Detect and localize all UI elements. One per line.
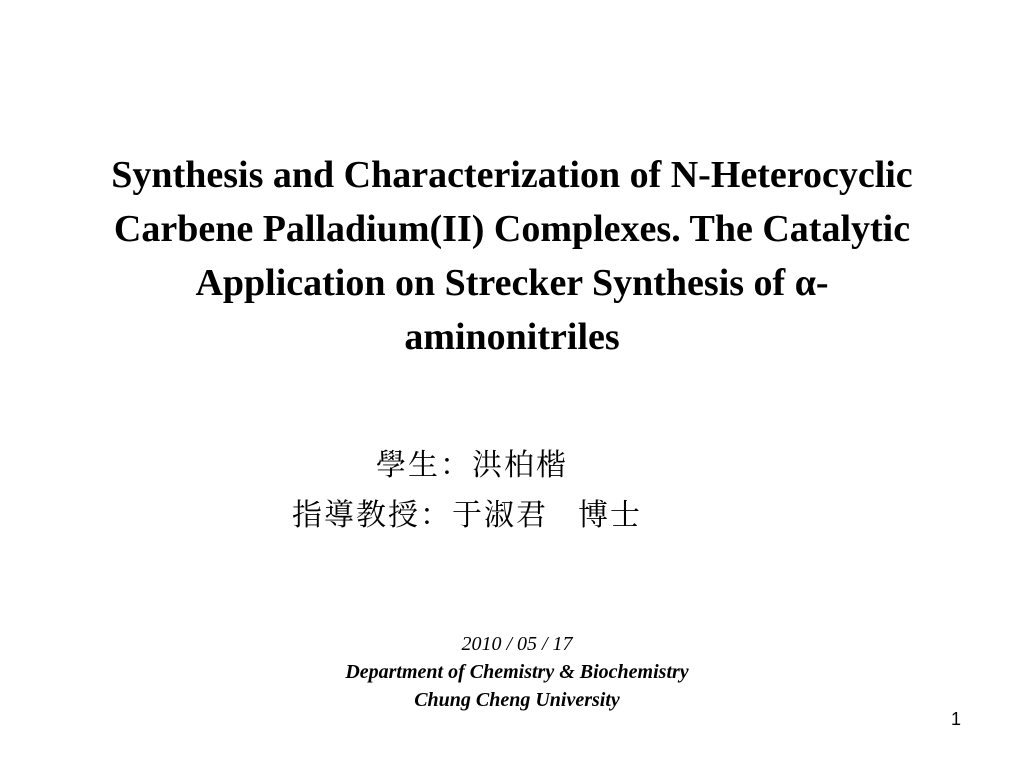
advisor-name: 于淑君 (452, 498, 548, 533)
title-line: Synthesis and Characterization of N-Heterocyclic (111, 154, 913, 196)
advisor-honorific: 博士 (578, 498, 642, 533)
student-label: 學生： (376, 448, 472, 483)
title-line: aminonitriles (404, 316, 620, 358)
student-line (376, 442, 568, 490)
footer-block (0, 630, 1024, 714)
advisor-line (292, 492, 642, 540)
presentation-date: 2010 / 05 / 17 (461, 633, 573, 655)
page-number: 1 (951, 709, 962, 729)
title-line: Carbene Palladium(II) Complexes. The Catalytic (113, 208, 911, 250)
advisor-label: 指導教授： (292, 498, 452, 533)
student-name: 洪柏楷 (472, 448, 568, 483)
title-line: Application on Strecker Synthesis of α- (195, 262, 829, 304)
slide-title (20, 148, 1004, 364)
department-name: Department of Chemistry & Biochemistry (345, 661, 689, 683)
university-name: Chung Cheng University (414, 689, 620, 711)
